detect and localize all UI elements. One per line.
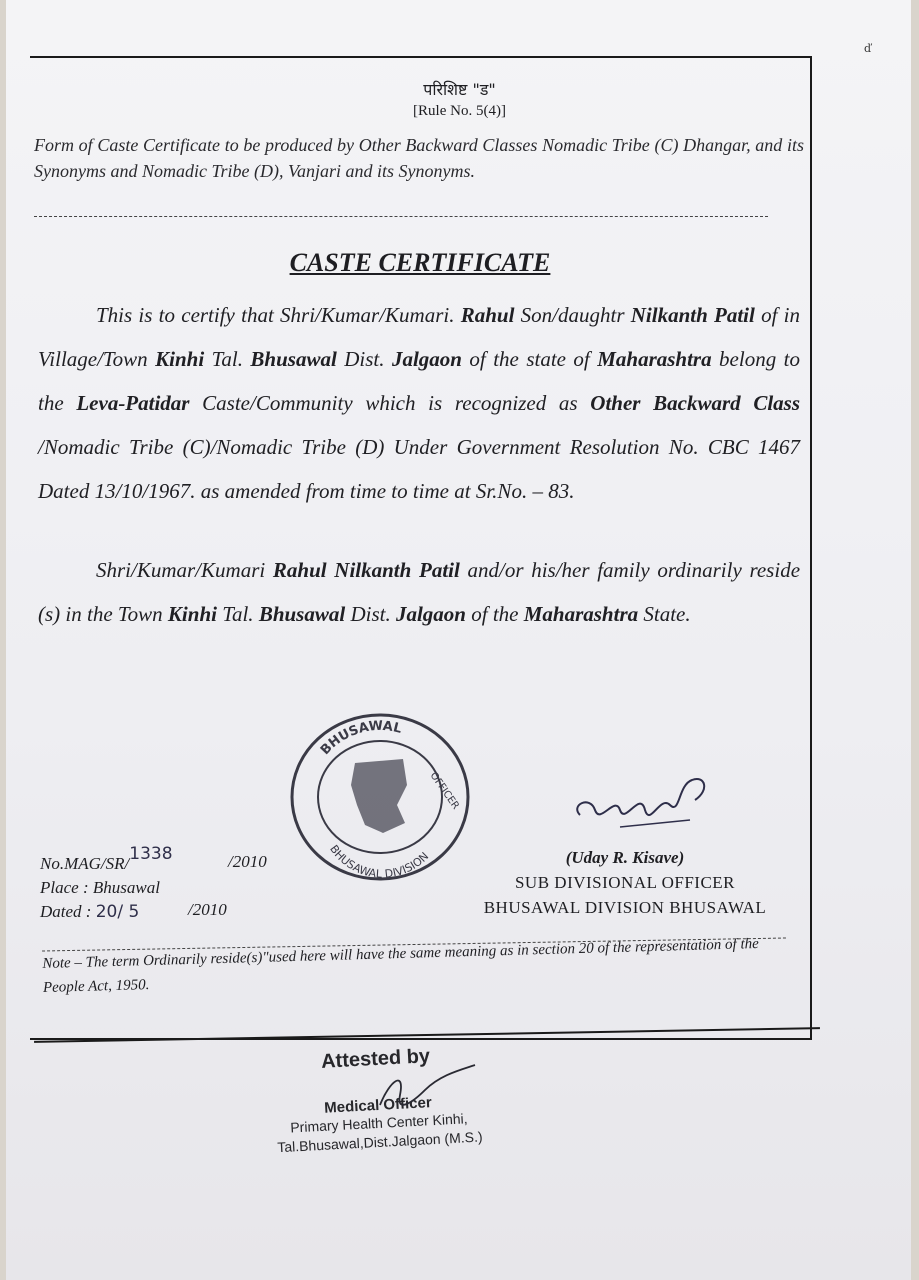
dated-line (40, 900, 173, 924)
applicant-full-name: Rahul Nilkanth Patil (272, 558, 460, 582)
certificate-title: CASTE CERTIFICATE (289, 248, 551, 277)
place-value: Bhusawal (92, 878, 160, 897)
text-fragment: belong to the (38, 347, 800, 415)
father-name: Nilkanth Patil (630, 303, 755, 327)
appendix-title: परिशिष्ट "ड" (423, 80, 496, 99)
seal-bottom-text: BHUSAWAL DIVISION (327, 842, 432, 881)
officer-name: (Uday R. Kisave) (565, 848, 685, 867)
village-name: Kinhi (155, 347, 205, 371)
text-fragment: Son/daughtr (514, 303, 631, 327)
taluka-name: Bhusawal (250, 347, 337, 371)
text-fragment: Dist. (336, 347, 392, 371)
header-divider (34, 216, 768, 217)
text-fragment: Caste/Community which is recognized as (189, 391, 591, 415)
category-name: Other Backward Class (590, 391, 801, 415)
seal-top-text: BHUSAWAL (317, 718, 404, 759)
signing-officer-block (460, 845, 790, 920)
attestation-title: Attested by (320, 1045, 431, 1073)
reference-number-value: 1338 (129, 844, 173, 864)
attesting-address: Tal.Bhusawal,Dist.Jalgaon (M.S.) (276, 1128, 483, 1156)
text-fragment: of the (465, 602, 524, 626)
residence-paragraph (38, 548, 800, 636)
text-fragment: and/or his/her family ordinarily reside (s) in the Town (38, 558, 801, 626)
official-seal-stamp (285, 705, 475, 885)
text-fragment: of in Village/Town (38, 303, 801, 371)
town-name: Kinhi (167, 602, 217, 626)
text-fragment: This is to certify that Shri/Kumar/Kumari. (96, 303, 461, 327)
applicant-name: Rahul (460, 303, 515, 327)
attesting-officer: Medical Officer (323, 1094, 433, 1117)
state-name: Maharashtra (597, 347, 712, 371)
reference-year: /2010 (228, 852, 267, 871)
reference-number (40, 844, 173, 876)
text-fragment: /Nomadic Tribe (C)/Nomadic Tribe (D) Under Government Resolution No. CBC 1467 Dated 13/10/1967. as amended from time to time at Sr.No. – 83. (38, 435, 800, 503)
reference-number-label: No.MAG/SR/ (40, 854, 130, 873)
district-name: Jalgaon (391, 347, 462, 371)
officer-division: BHUSAWAL DIVISION BHUSAWAL (483, 898, 767, 917)
text-fragment: Tal. (204, 347, 251, 371)
text-fragment: Tal. (216, 602, 259, 626)
text-fragment: State. (638, 602, 691, 626)
caste-name: Leva-Patidar (76, 391, 190, 415)
corner-mark: ď (864, 42, 872, 55)
attestation-signature (360, 1060, 480, 1120)
rule-number: [Rule No. 5(4)] (413, 103, 506, 119)
place-label: Place : (40, 878, 93, 897)
text-fragment: of the state of (461, 347, 598, 371)
dated-label: Dated : (40, 902, 96, 921)
map-emblem-icon (351, 759, 407, 833)
dated-value: 20/ 5 (95, 902, 140, 922)
attesting-center: Primary Health Center Kinhi, (289, 1110, 468, 1136)
officer-signature (560, 765, 720, 845)
dated-year: /2010 (188, 900, 227, 919)
text-fragment: Shri/Kumar/Kumari (96, 558, 273, 582)
reference-block (40, 844, 173, 924)
place-line (40, 876, 173, 900)
footnote: Note – The term Ordinarily reside(s)"used here will have the same meaning as in section 20 of the representation of the People Act, 1950. (42, 935, 760, 996)
certification-paragraph (38, 293, 800, 513)
state-name: Maharashtra (523, 602, 639, 626)
taluka-name: Bhusawal (258, 602, 346, 626)
form-description: Form of Caste Certificate to be produced by Other Backward Classes Nomadic Tribe (C) Dhangar, and its Synonyms and Nomadic Tribe (D), Vanjari and its Synonyms. (34, 135, 804, 181)
officer-designation: SUB DIVISIONAL OFFICER (514, 873, 736, 892)
seal-side-text: OFFICER (427, 770, 461, 812)
text-fragment: Dist. (345, 602, 396, 626)
district-name: Jalgaon (395, 602, 466, 626)
